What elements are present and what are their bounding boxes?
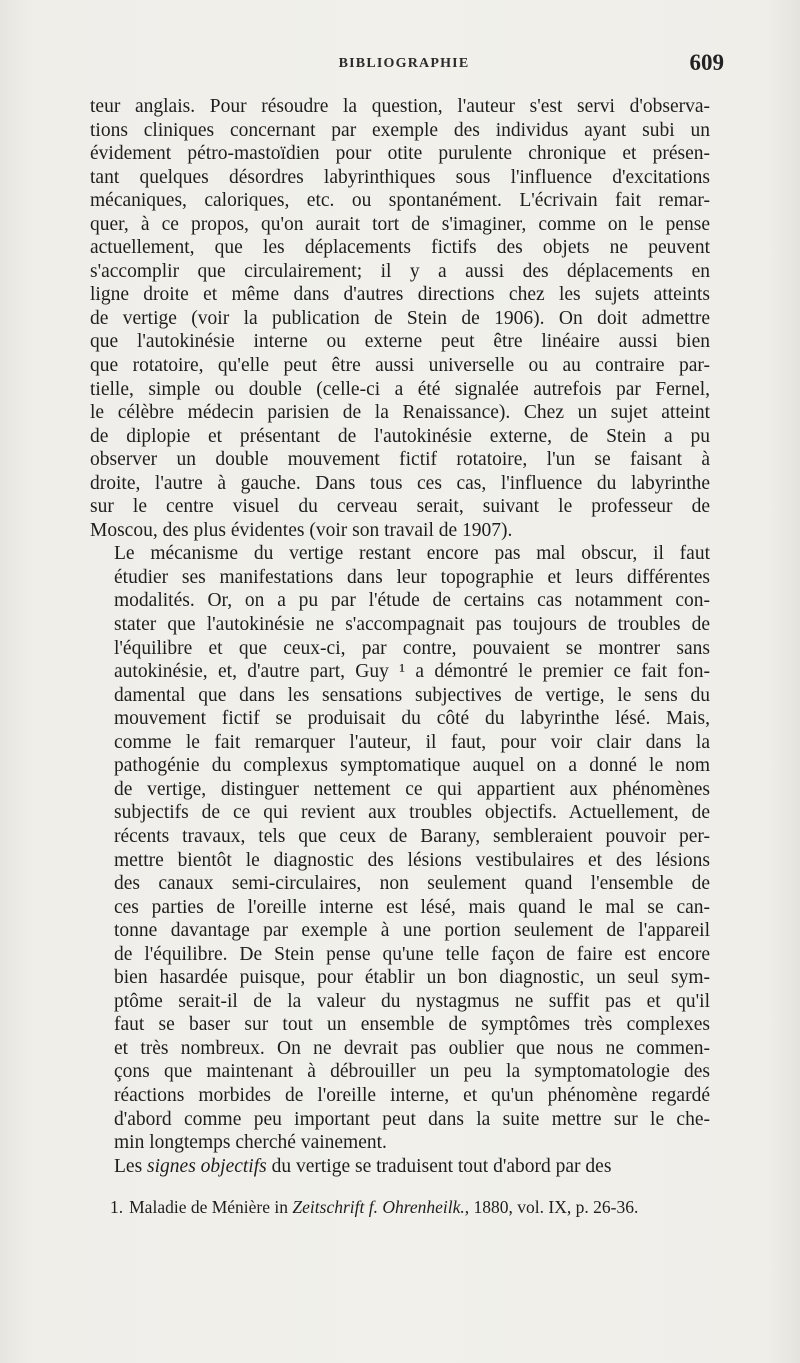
paragraph-line: que rotatoire, qu'elle peut être aussi universelle ou au contraire par- — [90, 355, 710, 377]
body-text — [90, 95, 710, 1178]
paragraph-line: Moscou, des plus évidentes (voir son travail de 1907). — [90, 519, 513, 541]
italic-text: signes objectifs — [147, 1155, 267, 1177]
paragraph-line: étudier ses manifestations dans leur topographie et leurs différentes — [114, 566, 710, 588]
paragraph-line: tonne davantage par exemple à une portion seulement de l'appareil — [114, 920, 710, 942]
paragraph-line: et très nombreux. On ne devrait pas oublier que nous ne commen- — [114, 1037, 710, 1059]
paragraph-line: min longtemps cherché vainement. — [114, 1132, 387, 1154]
text-run: Les — [114, 1155, 148, 1177]
paragraph-line: mouvement fictif se produisait du côté du labyrinthe lésé. Mais, — [114, 708, 710, 730]
paragraph-line: tions cliniques concernant par exemple des individus ayant subi un — [90, 119, 710, 141]
footnote-journal: Zeitschrift f. Ohrenheilk. — [292, 1197, 465, 1217]
footnote-citation: , 1880, vol. IX, p. 26-36. — [464, 1197, 639, 1217]
paragraph-line: stater que l'autokinésie ne s'accompagnait pas toujours de troubles de — [114, 614, 710, 636]
paragraph-line: autokinésie, et, d'autre part, Guy ¹ a démontré le premier ce fait fon- — [114, 661, 710, 683]
paragraph-line: çons que maintenant à débrouiller un peu la symptomatologie des — [114, 1061, 710, 1083]
running-title: BIBLIOGRAPHIE — [338, 56, 470, 71]
paragraph-line: d'abord comme peu important peut dans la suite mettre sur le che- — [114, 1108, 710, 1130]
paragraph-line: de vertige, distinguer nettement ce qui appartient aux phénomènes — [114, 778, 710, 800]
paragraph-line: de diplopie et présentant de l'autokinésie externe, de Stein a pu — [90, 425, 710, 447]
paragraph-line: évidement pétro-mastoïdien pour otite purulente chronique et présen- — [90, 143, 710, 165]
paragraph-line: faut se baser sur tout un ensemble de symptômes très complexes — [114, 1014, 710, 1036]
page-number: 609 — [689, 50, 724, 75]
paragraph-line: mettre bientôt le diagnostic des lésions vestibulaires et des lésions — [114, 849, 710, 871]
paragraph-line: ptôme serait-il de la valeur du nystagmus ne suffit pas et qu'il — [114, 990, 710, 1012]
footnote-text: Maladie de Ménière in — [129, 1197, 293, 1217]
paragraph-line: damental que dans les sensations subjectives de vertige, le sens du — [114, 684, 710, 706]
paragraph-3 — [90, 1155, 710, 1179]
paragraph-line: observer un double mouvement fictif rotatoire, l'un se faisant à — [90, 449, 710, 471]
paragraph-1 — [90, 95, 710, 542]
paragraph-line — [90, 1155, 710, 1179]
paragraph-line: l'équilibre et que ceux-ci, par contre, pouvaient se montrer sans — [114, 637, 710, 659]
paragraph-line: de l'équilibre. De Stein pense qu'une telle façon de faire est encore — [114, 943, 710, 965]
paragraph-line: s'accomplir que circulairement; il y a aussi des déplacements en — [90, 260, 710, 282]
paragraph-line: modalités. Or, on a pu par l'étude de certains cas notamment con- — [114, 590, 710, 612]
paragraph-line: quer, à ce propos, qu'on aurait tort de s'imaginer, comme on le pense — [90, 213, 710, 235]
page-header — [84, 50, 724, 80]
paragraph-line: récents travaux, tels que ceux de Barany, sembleraient pouvoir per- — [114, 825, 710, 847]
paragraph-line: ces parties de l'oreille interne est lésé, mais quand le mal se can- — [114, 896, 710, 918]
paragraph-line: pathogénie du complexus symptomatique auquel on a donné le nom — [114, 755, 710, 777]
paragraph-line: que l'autokinésie interne ou externe peut être linéaire aussi bien — [90, 331, 710, 353]
paragraph-line: subjectifs de ce qui revient aux troubles objectifs. Actuellement, de — [114, 802, 710, 824]
paragraph-line: tant quelques désordres labyrinthiques sous l'influence d'excitations — [90, 166, 710, 188]
paragraph-line: des canaux semi-circulaires, non seulement quand l'ensemble de — [114, 873, 710, 895]
paragraph-line: ligne droite et même dans d'autres directions chez les sujets atteints — [90, 284, 710, 306]
footnote-number: 1. — [110, 1197, 124, 1217]
paragraph-line: mécaniques, caloriques, etc. ou spontanément. L'écrivain fait remar- — [90, 190, 710, 212]
paragraph-line: le célèbre médecin parisien de la Renaissance). Chez un sujet atteint — [90, 402, 710, 424]
paragraph-line: droite, l'autre à gauche. Dans tous ces cas, l'influence du labyrinthe — [90, 472, 710, 494]
text-run: du vertige se traduisent tout d'abord par des — [266, 1155, 612, 1177]
paragraph-line: tielle, simple ou double (celle-ci a été signalée autrefois par Fernel, — [90, 378, 710, 400]
paragraph-line: comme le fait remarquer l'auteur, il faut, pour voir clair dans la — [114, 731, 710, 753]
paragraph-line: de vertige (voir la publication de Stein de 1906). On doit admettre — [90, 307, 710, 329]
paragraph-line: Le mécanisme du vertige restant encore pas mal obscur, il faut — [114, 543, 710, 565]
paragraph-line: actuellement, que les déplacements fictifs des objets ne peuvent — [90, 237, 710, 259]
paragraph-line: bien hasardée puisque, pour établir un bon diagnostic, un seul sym- — [114, 967, 710, 989]
paragraph-line: réactions morbides de l'oreille interne, et qu'un phénomène regardé — [114, 1084, 710, 1106]
footnote — [110, 1196, 730, 1218]
paragraph-2 — [90, 542, 710, 1154]
paragraph-line: sur le centre visuel du cerveau serait, suivant le professeur de — [90, 496, 710, 518]
paragraph-line: teur anglais. Pour résoudre la question, l'auteur s'est servi d'observa- — [90, 96, 710, 117]
